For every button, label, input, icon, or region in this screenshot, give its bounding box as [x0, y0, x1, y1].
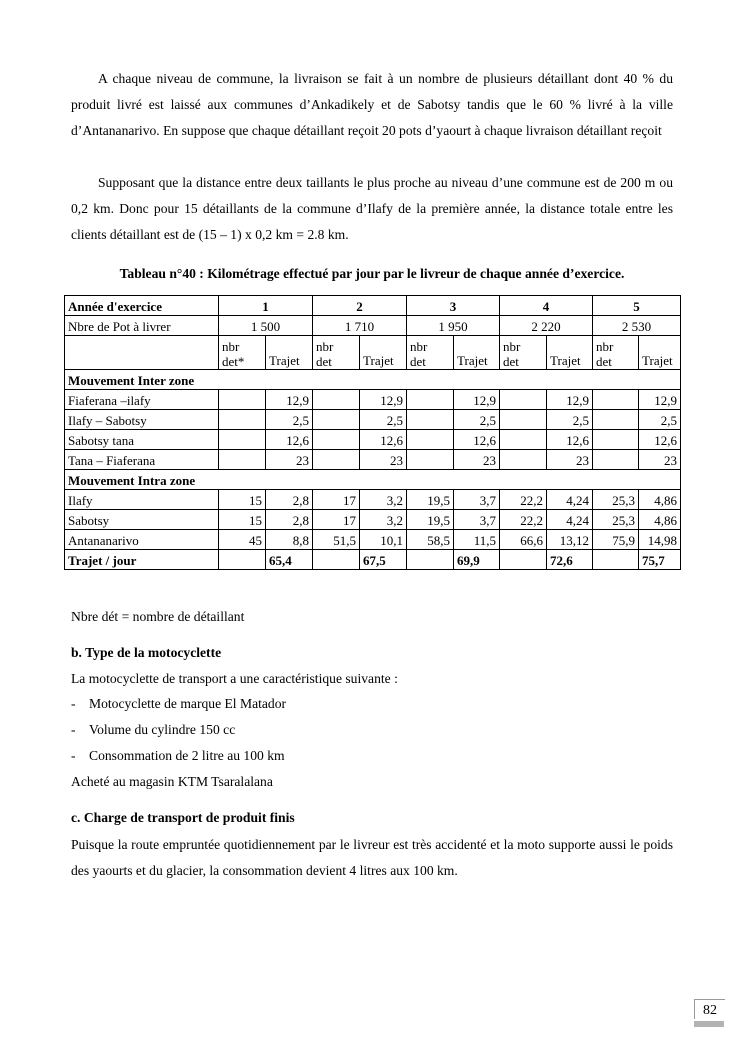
det-cell: 66,6: [500, 530, 547, 550]
det-cell: 25,3: [593, 510, 639, 530]
subheader-row: [65, 336, 681, 370]
subheader-trajet-4: Trajet: [547, 336, 593, 370]
subheader-det-5: nbr det: [593, 336, 639, 370]
trajet-cell: 2,8: [266, 510, 313, 530]
pots-year-4: 2 220: [500, 316, 593, 336]
trajet-cell: 4,24: [547, 510, 593, 530]
total-row: [65, 550, 681, 570]
empty-cell: [407, 430, 454, 450]
empty-cell: [407, 450, 454, 470]
year-1: 1: [219, 296, 313, 316]
mileage-table: [64, 295, 681, 570]
det-cell: 17: [313, 510, 360, 530]
det-cell: 19,5: [407, 510, 454, 530]
empty-cell: [407, 410, 454, 430]
table-caption: Tableau n°40 : Kilométrage effectué par jour par le livreur de chaque année d’exercice.: [119, 266, 625, 281]
trajet-cell: 12,9: [360, 390, 407, 410]
empty-cell: [313, 410, 360, 430]
inter-zone-label: Mouvement Inter zone: [65, 370, 681, 390]
trajet-cell: 14,98: [639, 530, 681, 550]
year-4: 4: [500, 296, 593, 316]
row-label: Sabotsy tana: [65, 430, 219, 450]
trajet-cell: 8,8: [266, 530, 313, 550]
year-2: 2: [313, 296, 407, 316]
bullet-dash: -: [71, 748, 76, 763]
section-b-after: Acheté au magasin KTM Tsaralalana: [71, 774, 273, 789]
det-cell: 19,5: [407, 490, 454, 510]
empty-cell: [313, 430, 360, 450]
trajet-cell: 2,5: [454, 410, 500, 430]
total-year-3: 69,9: [454, 550, 500, 570]
trajet-cell: 23: [639, 450, 681, 470]
empty-cell: [219, 410, 266, 430]
trajet-cell: 12,9: [639, 390, 681, 410]
subheader-trajet-2: Trajet: [360, 336, 407, 370]
bullet-dash: -: [71, 722, 76, 737]
subheader-det-3: nbr det: [407, 336, 454, 370]
det-cell: 22,2: [500, 490, 547, 510]
subheader-det-1: nbr det*: [219, 336, 266, 370]
trajet-cell: 23: [454, 450, 500, 470]
empty-cell: [407, 390, 454, 410]
det-cell: 25,3: [593, 490, 639, 510]
empty-cell: [219, 390, 266, 410]
intro-paragraph-1: A chaque niveau de commune, la livraison se fait à un nombre de plusieurs détaillant dont 40 % du produit livré est laissé aux communes d’Ankadikely et de Sabotsy tandis que le 60 % livré à la ville d’Antananarivo. En suppose que chaque détaillant reçoit 20 pots d’yaourt à chaque livraison détaillant reçoit: [71, 71, 673, 138]
table-row: [65, 430, 681, 450]
det-cell: 15: [219, 490, 266, 510]
table-row: [65, 410, 681, 430]
row-label: Ilafy: [65, 490, 219, 510]
total-year-1: 65,4: [266, 550, 313, 570]
empty-cell: [593, 390, 639, 410]
table-row: [65, 530, 681, 550]
year-3: 3: [407, 296, 500, 316]
pots-year-2: 1 710: [313, 316, 407, 336]
det-cell: 75,9: [593, 530, 639, 550]
trajet-cell: 12,6: [360, 430, 407, 450]
section-c-text: Puisque la route emprunté​e quotidiennement par le livreur est très accidenté et la moto supporte aussi le poids des yaourts et du glacier, la consommation devient 4 litres aux 100 km.: [71, 837, 673, 878]
page-number-bar: [694, 1021, 724, 1027]
row-label: Sabotsy: [65, 510, 219, 530]
det-cell: 58,5: [407, 530, 454, 550]
year-label: Année d'exercice: [65, 296, 219, 316]
table-row: [65, 390, 681, 410]
trajet-cell: 23: [266, 450, 313, 470]
trajet-cell: 2,5: [360, 410, 407, 430]
section-b-intro: La motocyclette de transport a une caractéristique suivante :: [71, 671, 398, 686]
trajet-cell: 12,9: [547, 390, 593, 410]
total-year-4: 72,6: [547, 550, 593, 570]
empty-cell: [219, 450, 266, 470]
total-label: Trajet / jour: [65, 550, 219, 570]
intro-paragraph-2: Supposant que la distance entre deux taillants le plus proche au niveau d’une commune est de 200 m ou 0,2 km. Donc pour 15 détaillants de la commune d’Ilafy de la première année, la distance totale entre les clients détaillant est de (15 – 1) x 0,2 km = 2.8 km.: [71, 175, 673, 242]
trajet-cell: 4,86: [639, 490, 681, 510]
trajet-cell: 2,5: [266, 410, 313, 430]
det-cell: 17: [313, 490, 360, 510]
page-number: 82: [694, 999, 725, 1019]
intra-zone-rows: [65, 490, 681, 550]
pots-label: Nbre de Pot à livrer: [65, 316, 219, 336]
inter-zone-rows: [65, 390, 681, 470]
empty-cell: [219, 430, 266, 450]
det-cell: 51,5: [313, 530, 360, 550]
subheader-det-4: nbr det: [500, 336, 547, 370]
total-year-5: 75,7: [639, 550, 681, 570]
trajet-cell: 10,1: [360, 530, 407, 550]
trajet-cell: 3,7: [454, 490, 500, 510]
det-cell: 15: [219, 510, 266, 530]
table-row: [65, 450, 681, 470]
empty-cell: [500, 410, 547, 430]
empty-cell: [500, 450, 547, 470]
trajet-cell: 2,8: [266, 490, 313, 510]
subheader-trajet-3: Trajet: [454, 336, 500, 370]
row-label: Fiaferana –ilafy: [65, 390, 219, 410]
subheader-det-2: nbr det: [313, 336, 360, 370]
trajet-cell: 12,6: [266, 430, 313, 450]
trajet-cell: 4,86: [639, 510, 681, 530]
trajet-cell: 2,5: [639, 410, 681, 430]
empty-cell: [500, 430, 547, 450]
trajet-cell: 3,7: [454, 510, 500, 530]
bullet-item: - Consommation de 2 litre au 100 km: [71, 748, 285, 763]
row-label: Tana – Fiaferana: [65, 450, 219, 470]
trajet-cell: 3,2: [360, 510, 407, 530]
bullet-item: - Volume du cylindre 150 cc: [71, 722, 236, 737]
trajet-cell: 23: [360, 450, 407, 470]
trajet-cell: 11,5: [454, 530, 500, 550]
subheader-trajet-5: Trajet: [639, 336, 681, 370]
empty-cell: [593, 450, 639, 470]
table-row: [65, 510, 681, 530]
inter-zone-section: [65, 370, 681, 390]
pots-year-1: 1 500: [219, 316, 313, 336]
trajet-cell: 2,5: [547, 410, 593, 430]
section-c-heading: c. Charge de transport de produit finis: [71, 810, 295, 825]
trajet-cell: 12,6: [639, 430, 681, 450]
empty-cell: [500, 390, 547, 410]
trajet-cell: 23: [547, 450, 593, 470]
empty-cell: [593, 430, 639, 450]
intra-zone-section: [65, 470, 681, 490]
bullet-item: - Motocyclette de marque El Matador: [71, 696, 287, 711]
trajet-cell: 12,9: [454, 390, 500, 410]
section-b-heading: b. Type de la motocyclette: [71, 645, 222, 660]
empty-cell: [313, 450, 360, 470]
trajet-cell: 3,2: [360, 490, 407, 510]
det-cell: 45: [219, 530, 266, 550]
trajet-cell: 12,9: [266, 390, 313, 410]
empty-cell: [593, 410, 639, 430]
intra-zone-label: Mouvement Intra zone: [65, 470, 681, 490]
pots-year-3: 1 950: [407, 316, 500, 336]
year-5: 5: [593, 296, 681, 316]
det-cell: 22,2: [500, 510, 547, 530]
empty-cell: [313, 390, 360, 410]
trajet-cell: 12,6: [547, 430, 593, 450]
table-row: [65, 490, 681, 510]
subheader-trajet-1: Trajet: [266, 336, 313, 370]
total-year-2: 67,5: [360, 550, 407, 570]
trajet-cell: 12,6: [454, 430, 500, 450]
pots-row: [65, 316, 681, 336]
trajet-cell: 4,24: [547, 490, 593, 510]
row-label: Ilafy – Sabotsy: [65, 410, 219, 430]
bullet-dash: -: [71, 696, 76, 711]
pots-year-5: 2 530: [593, 316, 681, 336]
trajet-cell: 13,12: [547, 530, 593, 550]
subheader-empty: [65, 336, 219, 370]
row-label: Antananarivo: [65, 530, 219, 550]
abbreviation-note: Nbre dét = nombre de détaillant: [71, 609, 245, 624]
year-header-row: [65, 296, 681, 316]
